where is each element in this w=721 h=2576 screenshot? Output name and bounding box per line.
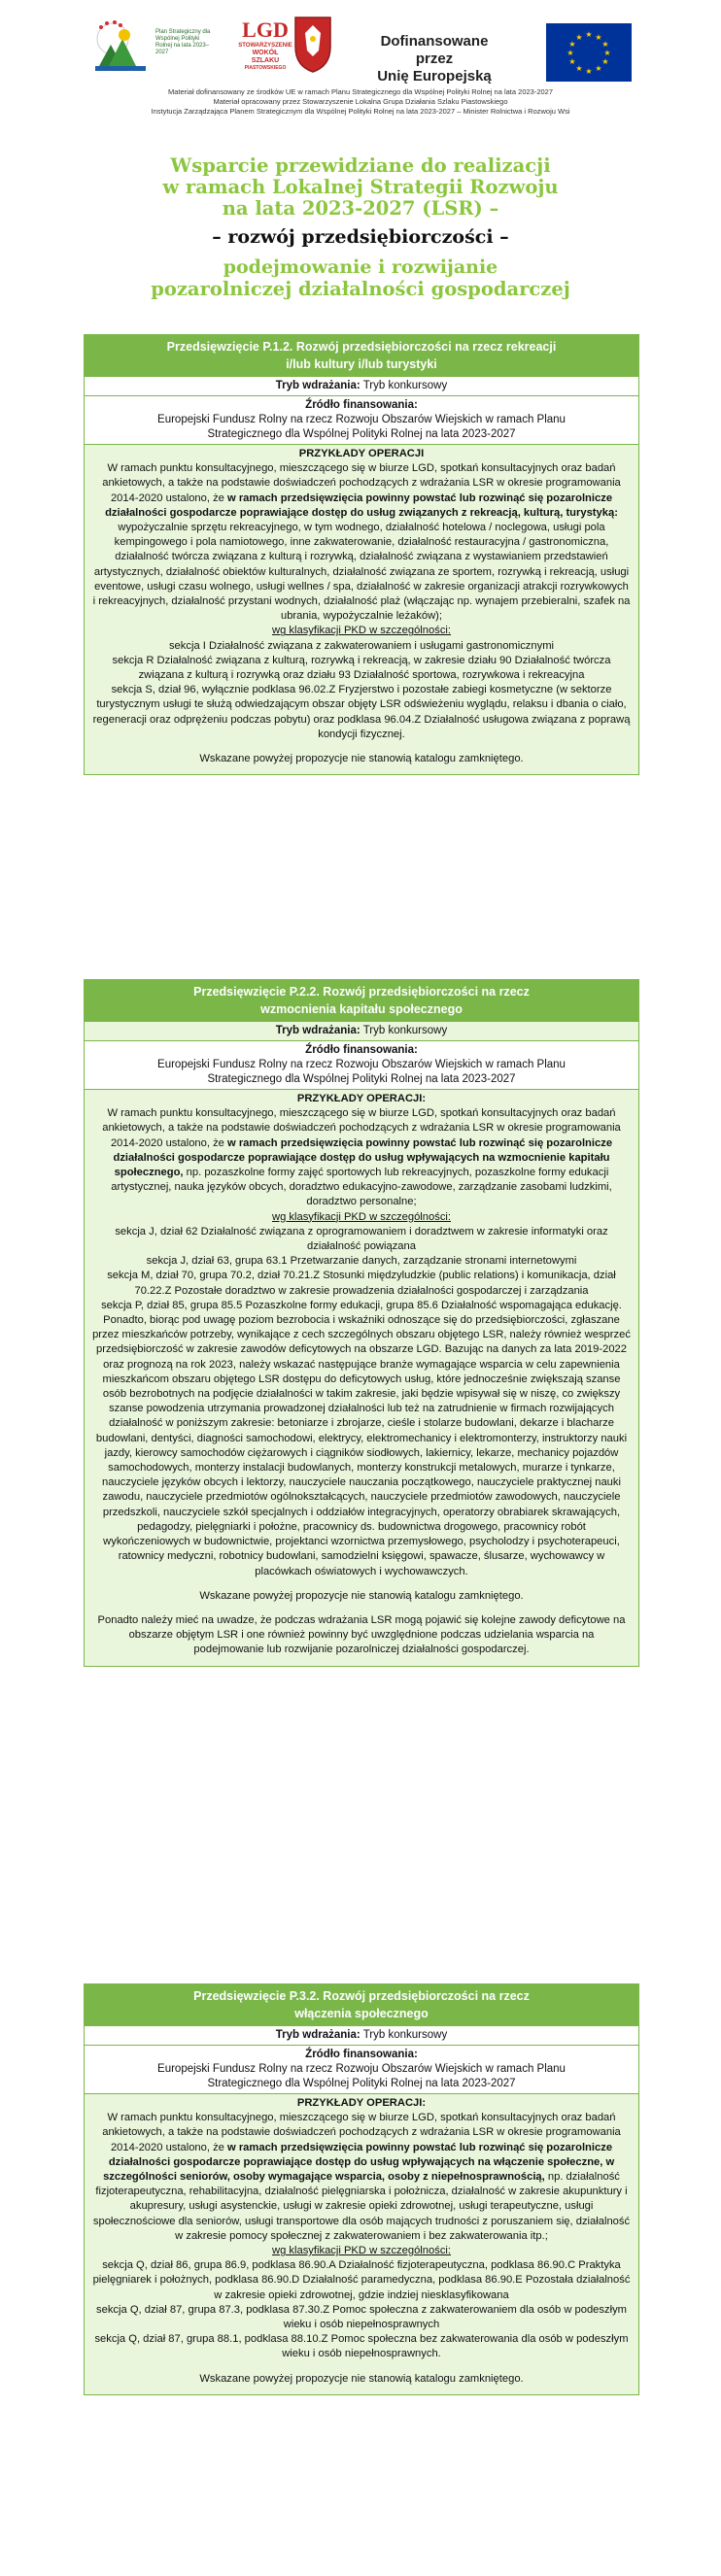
svg-text:★: ★ xyxy=(566,49,574,57)
section-p12 xyxy=(84,334,639,775)
eu-funding-text xyxy=(367,33,501,85)
svg-text:★: ★ xyxy=(601,57,609,66)
pkd-item: sekcja S, dział 96, wyłącznie podklasa 96.02.Z Fryzjerstwo i pozostałe zabiegi kosmetyczne (w sektorze turystycznym usługi te służą odwiedzającym obszar objęty LSR odświeżeniu wyglądu, relaksu i dbania o ciało, regeneracji oraz odprężeniu podczas pobytu) oraz podklasa 96.04.Z Działalność usługowa związana z poprawą kondycji fizycznej. xyxy=(92,684,631,740)
section-title-line: Przedsięwzięcie P.2.2. Rozwój przedsiębiorczości na rzecz xyxy=(193,985,530,999)
svg-text:★: ★ xyxy=(603,49,611,57)
zrodlo-row xyxy=(85,1040,638,1089)
lgd-logo-icon xyxy=(238,14,292,74)
pkd-heading: wg klasyfikacji PKD w szczególności: xyxy=(271,2245,452,2257)
svg-text:★: ★ xyxy=(568,57,576,66)
tryb-row xyxy=(85,2025,638,2045)
section-p32 xyxy=(84,1983,639,2395)
operations-block xyxy=(85,1089,638,1666)
prow-logo-icon xyxy=(91,17,150,78)
section-title xyxy=(85,335,638,376)
additional-note: Ponadto należy mieć na uwadze, że podczas wdrażania LSR mogą pojawić się kolejne zawody deficytowe na obszarze objętym LSR i one również powinny być uwzględnione podczas udzielania wsparcia na podejmowanie lub rozwijanie pozarolniczej działalności gospodarczej. xyxy=(97,1613,626,1656)
operations-text: W ramach punktu konsultacyjnego, mieszczącego się w biurze LGD, spotkań konsultacyjnych oraz badań ankietowych, a także na podstawie doświadczeń pochodzących z wdrażania LSR w okresie programowania 2014-2020 ustalono, że xyxy=(102,1107,621,1149)
pkd-heading: wg klasyfikacji PKD w szczególności: xyxy=(271,1210,452,1223)
operations-block xyxy=(85,2093,638,2394)
tryb-label: Tryb wdrażania: xyxy=(275,380,360,391)
tryb-row xyxy=(85,376,638,395)
pkd-heading: wg klasyfikacji PKD w szczególności: xyxy=(271,625,452,637)
eu-flag-icon xyxy=(546,23,632,82)
svg-text:★: ★ xyxy=(585,67,593,76)
prow-logo-text: Plan Strategiczny dla Wspólnej Polityki Rolnej na lata 2023–2027 xyxy=(155,29,211,55)
svg-text:★: ★ xyxy=(575,33,583,42)
title-line: na lata 2023-2027 (LSR) – xyxy=(222,197,499,220)
funding-note: Materiał opracowany przez Stowarzyszenie Lokalna Grupa Działania Szlaku Piastowskiego xyxy=(213,97,508,106)
funding-notes xyxy=(0,87,721,117)
funding-note: Instytucja Zarządzająca Planem Strategicznym dla Wspólnej Polityki Rolnej na lata 2023-2027 – Minister Rolnictwa i Rozwoju Wsi xyxy=(151,107,570,116)
svg-text:★: ★ xyxy=(575,64,583,73)
operations-heading: PRZYKŁADY OPERACJI: xyxy=(296,2097,427,2109)
svg-text:LGD: LGD xyxy=(242,17,289,42)
zrodlo-label: Źródło finansowania: xyxy=(305,1044,418,1056)
pkd-item: sekcja P, dział 85, grupa 85.5 Pozaszkolne formy edukacji, grupa 85.6 Działalność wspomagająca edukację. xyxy=(101,1299,622,1311)
svg-text:PIASTOWSKIEGO: PIASTOWSKIEGO xyxy=(244,65,287,71)
operations-examples: np. działalność fizjoterapeutyczna, rehabilitacyjna, działalność pielęgniarska i położnicza, działalność w zakresie akupunktury i akupresury, usługi asystenckie, usługi w zakresie opieki zdrowotnej, usługi terapeutyczne, usługi społecznościowe dla seniorów, usługi transportowe dla osób mających trudności z poruszaniem się, działalność w zakresie pomocy społecznej z zakwaterowaniem i bez zakwaterowania itp.; xyxy=(92,2171,631,2242)
operations-block xyxy=(85,444,638,774)
svg-text:★: ★ xyxy=(595,64,602,73)
pkd-item: sekcja R Działalność związana z kulturą, rozrywką i rekreacją, w zakresie działu 90 Działalność twórcza związana z kulturą i rozrywką oraz działu 93 Działalność sportowa, rozrywkowa i rekreacyjna xyxy=(112,654,611,682)
pkd-item: sekcja Q, dział 86, grupa 86.9, podklasa 86.90.A Działalność fizjoterapeutyczna, podklasa 86.90.C Praktyka pielęgniarek i położnych, podklasa 86.90.D Działalność paramedyczna, podklasa 86.90.E Pozostała działalność w zakresie opieki zdrowotnej, gdzie indziej niesklasyfikowana xyxy=(92,2259,631,2301)
operations-heading: PRZYKŁADY OPERACJI: xyxy=(296,1093,427,1104)
zrodlo-value: Europejski Fundusz Rolny na rzecz Rozwoju Obszarów Wiejskich w ramach Planu xyxy=(157,2063,566,2075)
operations-examples: np. pozaszkolne formy zajęć sportowych lub rekreacyjnych, pozaszkolne formy edukacji artystycznej, nauka języków obcych, doradztwo edukacyjno-zawodowe, zarządzanie zasobami ludzkimi, doradztwo personalne; xyxy=(111,1167,612,1208)
svg-text:★: ★ xyxy=(601,40,609,49)
operations-text: W ramach punktu konsultacyjnego, mieszczącego się w biurze LGD, spotkań konsultacyjnych oraz badań ankietowych, a także na podstawie doświadczeń pochodzących z wdrażania LSR w okresie programowania 2014-2020 ustalono, że xyxy=(102,2112,621,2153)
operations-bold: w ramach przedsięwzięcia powinny powstać lub rozwinąć się pozarolnicze działalności gospodarcze poprawiające dostęp do usług związanych z rekreacją, kulturą, turystyką: xyxy=(105,491,618,519)
operations-text: W ramach punktu konsultacyjnego, mieszczącego się w biurze LGD, spotkań konsultacyjnych oraz badań ankietowych, a także na podstawie doświadczeń pochodzących z wdrażania LSR w okresie programowania 2014-2020 ustalono, że xyxy=(102,462,621,504)
tryb-value: Tryb konkursowy xyxy=(360,380,448,391)
svg-text:STOWARZYSZENIE: STOWARZYSZENIE xyxy=(238,43,292,49)
section-title-line: Przedsięwzięcie P.1.2. Rozwój przedsiębiorczości na rzecz rekreacji xyxy=(166,340,557,354)
zrodlo-value: Strategicznego dla Wspólnej Polityki Rolnej na lata 2023-2027 xyxy=(207,428,516,440)
svg-text:★: ★ xyxy=(595,33,602,42)
zrodlo-value: Strategicznego dla Wspólnej Polityki Rolnej na lata 2023-2027 xyxy=(207,1073,516,1085)
page-title xyxy=(0,155,721,300)
page-header xyxy=(0,0,721,165)
section-title-line: włączenia społecznego xyxy=(294,2007,429,2020)
catalog-note: Wskazane powyżej propozycje nie stanowią katalogu zamkniętego. xyxy=(199,753,524,765)
svg-text:★: ★ xyxy=(585,30,593,39)
funding-note: Materiał dofinansowany ze środków UE w ramach Planu Strategicznego dla Wspólnej Polityki Rolnej na lata 2023-2027 xyxy=(167,87,554,96)
operations-bold: w ramach przedsięwzięcia powinny powstać lub rozwinąć się pozarolnicze działalności gospodarcze poprawiające dostęp do usług wpływających na wzmocnienie kapitału społecznego, xyxy=(113,1136,613,1179)
svg-text:SZLAKU: SZLAKU xyxy=(251,57,280,64)
catalog-note: Wskazane powyżej propozycje nie stanowią katalogu zamkniętego. xyxy=(199,1589,524,1602)
zrodlo-row xyxy=(85,395,638,444)
tryb-value: Tryb konkursowy xyxy=(360,1025,448,1036)
title-line: pozarolniczej działalności gospodarczej xyxy=(151,278,570,300)
crest-icon xyxy=(292,14,334,74)
pkd-item: sekcja Q, dział 87, grupa 88.1, podklasa 88.10.Z Pomoc społeczna bez zakwaterowania dla osób w podeszłym wieku i osób niepełnosprawnych. xyxy=(94,2333,629,2360)
section-title xyxy=(85,980,638,1021)
eu-text-line2: Unię Europejską xyxy=(377,68,492,85)
deficit-professions: Ponadto, biorąc pod uwagę poziom bezrobocia i wskaźniki odnoszące się do przedsiębiorczości, zgłaszane przez mieszkańców potrzeby, wynikające z cech szczególnych obszaru objętego LSR, należy również wesprzeć przedsiębiorczość w zakresie zawodów deficytowych na obszarze LGD. Bazując na danych za lata 2019-2022 oraz prognozą na rok 2023, należy wskazać następujące branże wymagające wsparcia w celu zapewnienia mieszkańcom obszaru objętego LSR dostępu do deficytowych usług, które jednocześnie zwiększają szanse osób bezrobotnych na podjęcie działalności w takim zakresie, jaki będzie wpisywał się w niszę, co zwiększy szanse powodzenia utrzymania prowadzonej działalności lub też na zatrudnienie w firmach rozwijających działalność w poniższym zakresie: betoniarze i zbrojarze, cieśle i stolarze budowlani, dekarze i blacharze budowlani, dentyści, diagności samochodowi, elektrycy, elektromechanicy i elektromonterzy, instruktorzy nauki jazdy, kierowcy samochodów ciężarowych i ciągników siodłowych, lakiernicy, lekarze, mechanicy pojazdów samochodowych, monterzy instalacji budowlanych, monterzy konstrukcji metalowych, murarze i tynkarze, nauczyciele języków obcych i lektorzy, nauczyciele nauczania początkowego, nauczyciele praktycznej nauki zawodu, nauczyciele przedmiotów ogólnokształcących, nauczyciele przedmiotów zawodowych, nauczyciele przedszkoli, nauczyciele szkół specjalnych i oddziałów integracyjnych, operatorzy obrabiarek skrawających, pedagodzy, pielęgniarki i położne, pracownicy ds. budownictwa drogowego, pracownicy robót wykończeniowych w budownictwie, projektanci wzornictwa przemysłowego, psycholodzy i psychoterapeuci, ratownicy medyczni, robotnicy budowlani, samodzielni księgowi, spawacze, ślusarze, wychowawcy w placówkach oświatowych i wychowawczych. xyxy=(92,1314,631,1577)
pkd-item: sekcja I Działalność związana z zakwaterowaniem i usługami gastronomicznymi xyxy=(168,639,555,652)
zrodlo-value: Europejski Fundusz Rolny na rzecz Rozwoju Obszarów Wiejskich w ramach Planu xyxy=(157,1059,566,1070)
tryb-label: Tryb wdrażania: xyxy=(275,2029,360,2041)
tryb-row xyxy=(85,1021,638,1040)
pkd-item: sekcja M, dział 70, grupa 70.2, dział 70.21.Z Stosunki międzyludzkie (public relations) i komunikacja, dział 70.22.Z Pozostałe doradztwo w zakresie prowadzenia działalności gospodarczej i zarządzania xyxy=(107,1270,616,1297)
operations-bold: w ramach przedsięwzięcia powinny powstać lub rozwinąć się pozarolnicze działalności gospodarcze poprawiające dostęp do usług wpływających na włączenie społeczne, w szczególności seniorów, osoby wymagające wsparcia, osoby z niepełnosprawnością, xyxy=(103,2141,615,2184)
pkd-item: sekcja Q, dział 87, grupa 87.3, podklasa 87.30.Z Pomoc społeczna z zakwaterowaniem dla osób w podeszłym wieku i osób niepełnosprawnych xyxy=(96,2303,627,2331)
tryb-value: Tryb konkursowy xyxy=(360,2029,448,2041)
section-p22 xyxy=(84,979,639,1667)
title-line: podejmowanie i rozwijanie xyxy=(223,256,498,278)
zrodlo-value: Strategicznego dla Wspólnej Polityki Rolnej na lata 2023-2027 xyxy=(207,2078,516,2089)
pkd-item: sekcja J, dział 62 Działalność związana z oprogramowaniem i doradztwem w zakresie informatyki oraz działalność powiązana xyxy=(115,1225,608,1253)
title-line: w ramach Lokalnej Strategii Rozwoju xyxy=(162,176,559,198)
section-title-line: wzmocnienia kapitału społecznego xyxy=(260,1002,463,1016)
operations-heading: PRZYKŁADY OPERACJI xyxy=(298,448,425,459)
operations-examples: wypożyczalnie sprzętu rekreacyjnego, w tym wodnego, działalność hotelowa / noclegowa, usługi pola kempingowego i pola namiotowego, inne zakwaterowanie, działalność restauracyjna / gastronomiczna, działalność twórcza związana z kulturą i rozrywką, działalność związana z wystawianiem przedstawień artystycznych, działalność obiektów kulturalnych, działalność związana ze sportem, rozrywką i rekreacją, usługi eventowe, usługi czasu wolnego, usługi wellnes / spa, działalność w zakresie organizacji atrakcji rozrywkowych i rekreacyjnych, działalność przystani wodnych, działalność plaż (włączając np. wynajem przebieralni, szafek na ubrania, wypożyczalnie leżaków); xyxy=(92,522,631,623)
logo-bar xyxy=(0,12,721,85)
zrodlo-label: Źródło finansowania: xyxy=(305,399,418,411)
section-title-line: i/lub kultury i/lub turystyki xyxy=(286,357,437,371)
title-line: Wsparcie przewidziane do realizacji xyxy=(170,154,551,177)
title-subject: – rozwój przedsiębiorczości – xyxy=(212,226,509,248)
zrodlo-value: Europejski Fundusz Rolny na rzecz Rozwoju Obszarów Wiejskich w ramach Planu xyxy=(157,414,566,425)
zrodlo-row xyxy=(85,2045,638,2093)
section-title-line: Przedsięwzięcie P.3.2. Rozwój przedsiębiorczości na rzecz xyxy=(193,1989,530,2003)
tryb-label: Tryb wdrażania: xyxy=(275,1025,360,1036)
catalog-note: Wskazane powyżej propozycje nie stanowią katalogu zamkniętego. xyxy=(199,2372,524,2385)
pkd-item: sekcja J, dział 63, grupa 63.1 Przetwarzanie danych, zarządzanie stronami internetowymi xyxy=(146,1255,577,1268)
eu-text-line1: Dofinansowane przez xyxy=(380,33,489,67)
section-title xyxy=(85,1984,638,2025)
svg-text:★: ★ xyxy=(568,40,576,49)
zrodlo-label: Źródło finansowania: xyxy=(305,2049,418,2060)
svg-text:WOKÓŁ: WOKÓŁ xyxy=(252,50,279,56)
